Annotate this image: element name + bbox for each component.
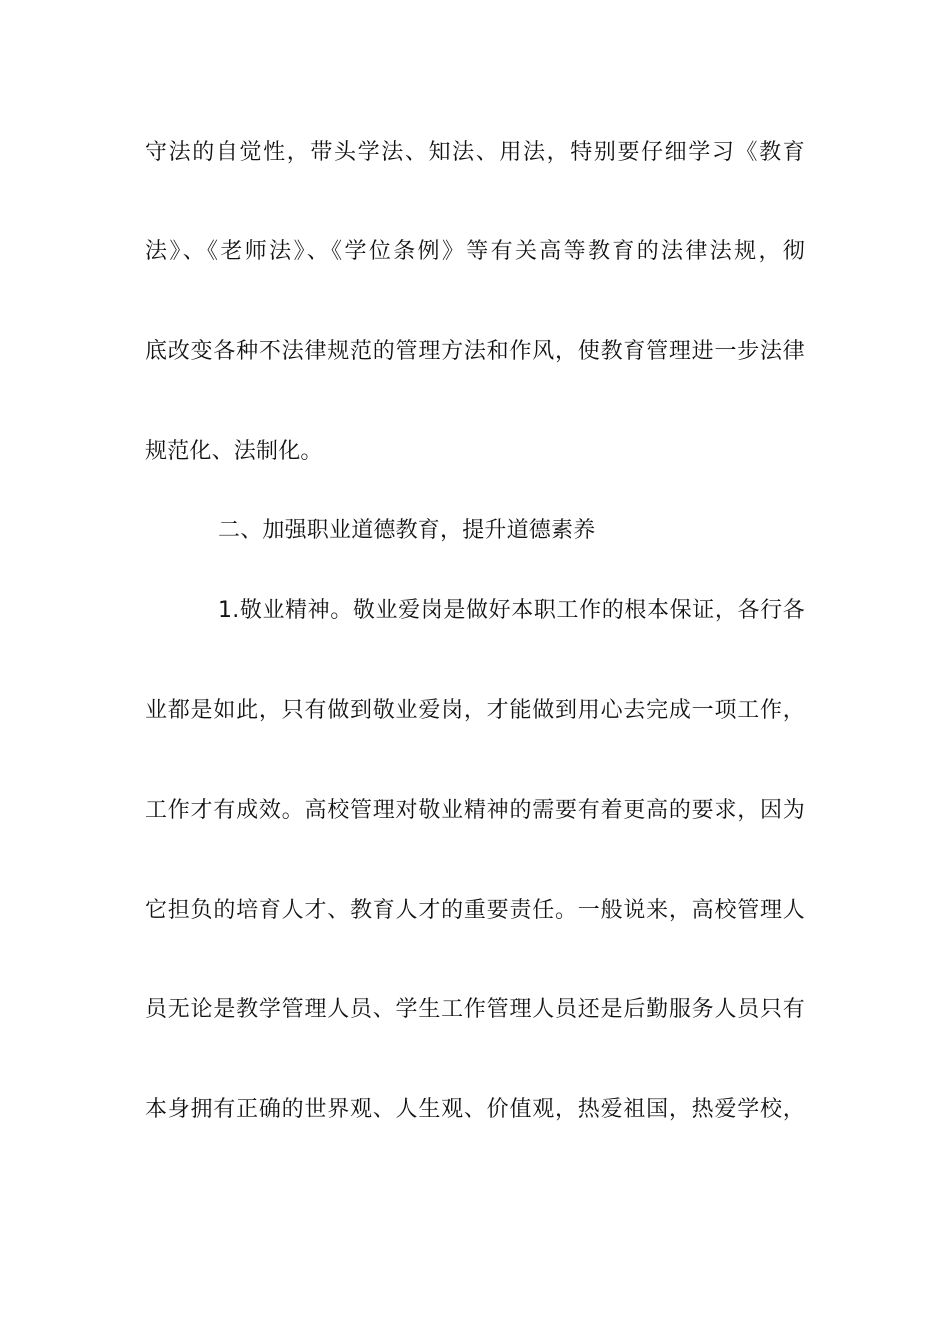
paragraph-line: 它担负的培育人才、教育人才的重要责任。一般说来，高校管理人 [145,898,805,923]
paragraph-line: 本身拥有正确的世界观、人生观、价值观，热爱祖国，热爱学校， [145,1097,805,1122]
paragraph-line: 规范化、法制化。 [145,439,323,464]
section-heading: 二、加强职业道德教育，提升道德素养 [218,518,596,543]
paragraph-line: 法》、《老师法》、《学位条例》等有关高等教育的法律法规，彻 [145,239,805,264]
paragraph-line: 业都是如此，只有做到敬业爱岗，才能做到用心去完成一项工作， [145,698,805,723]
paragraph-line: 底改变各种不法律规范的管理方法和作风，使教育管理进一步法律 [145,339,805,364]
paragraph-line: 员无论是教学管理人员、学生工作管理人员还是后勤服务人员只有 [145,997,805,1022]
paragraph-line: 工作才有成效。高校管理对敬业精神的需要有着更高的要求，因为 [145,798,805,823]
paragraph-line: 守法的自觉性，带头学法、知法、用法，特别要仔细学习《教育 [145,140,805,165]
paragraph-line: 1.敬业精神。敬业爱岗是做好本职工作的根本保证，各行各 [218,598,805,623]
